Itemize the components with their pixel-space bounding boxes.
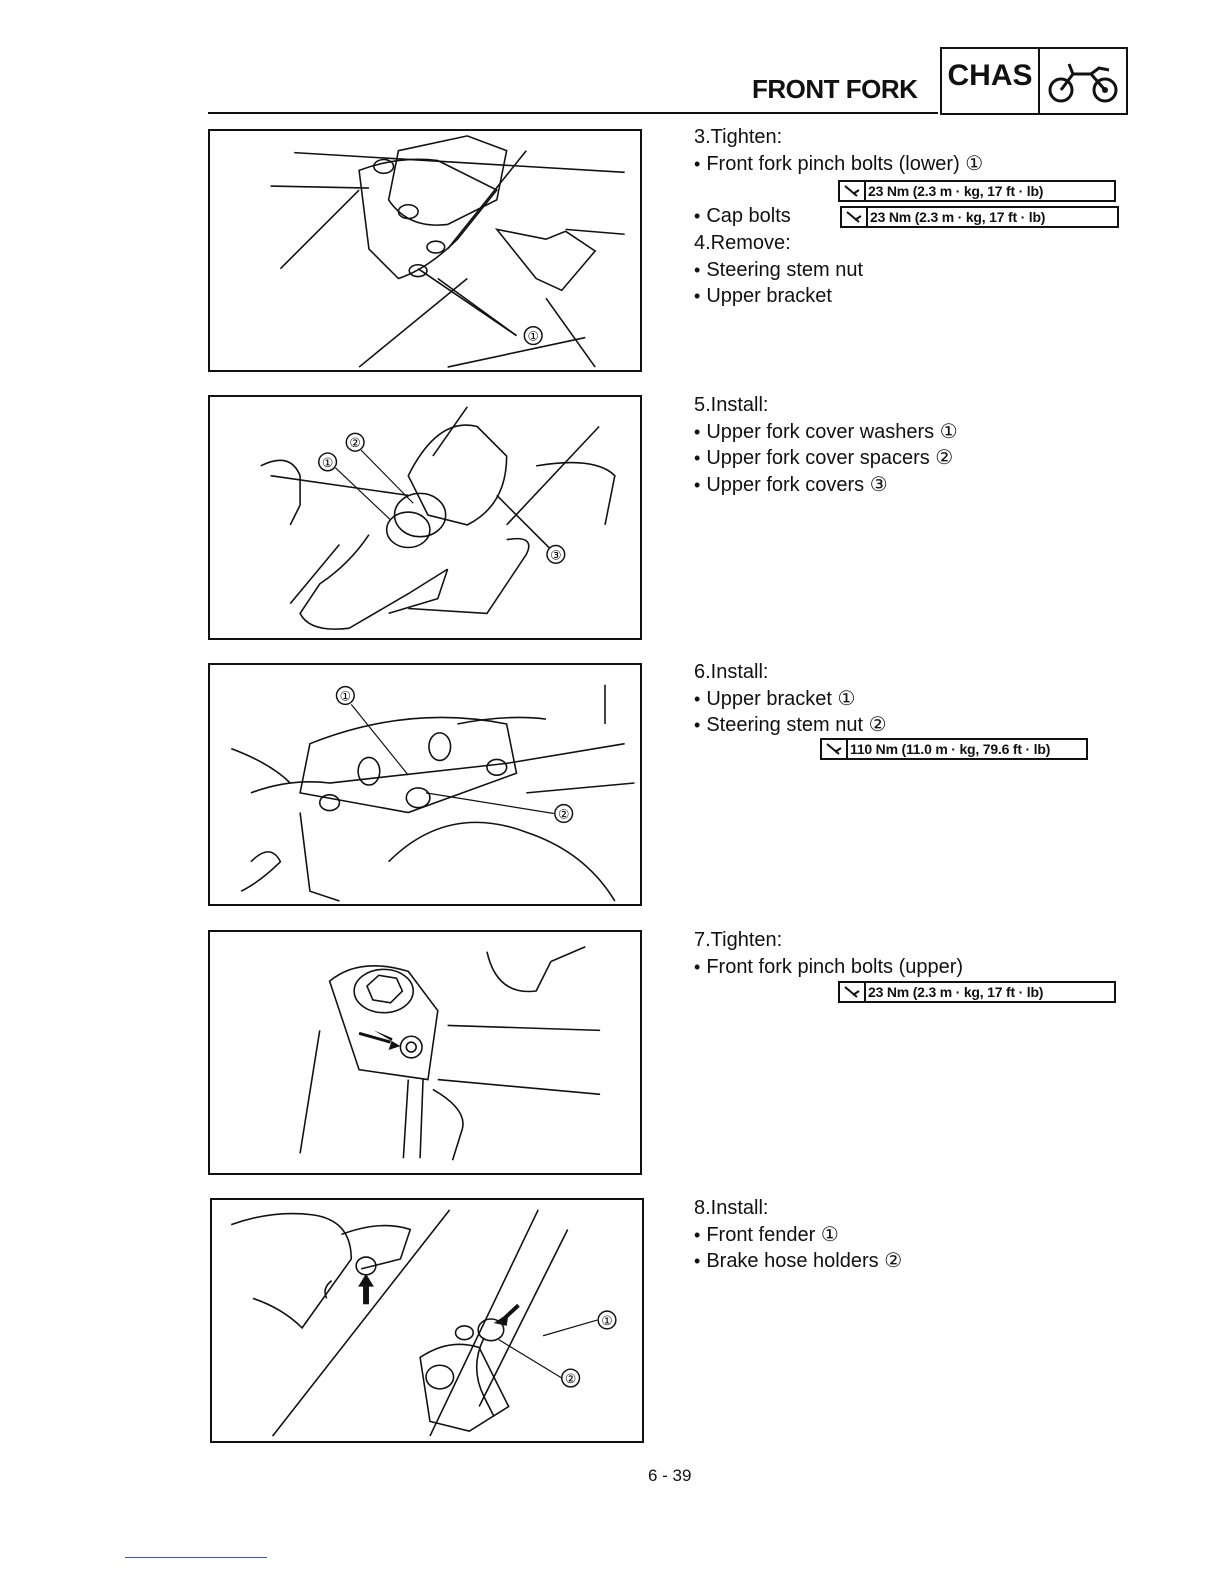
step-5 [694, 392, 958, 498]
svg-text:①: ① [527, 329, 539, 345]
svg-text:②: ② [564, 1371, 577, 1387]
list-item: • Upper fork cover washers ① [694, 419, 958, 446]
list-item: • Upper fork cover spacers ② [694, 445, 958, 472]
list-item: • Steering stem nut ② [694, 712, 887, 739]
torque-spec [840, 206, 1119, 228]
footer-divider [125, 1557, 267, 1558]
arrow-indicator [494, 1305, 519, 1326]
list-item: • Brake hose holders ② [694, 1248, 902, 1275]
badge-label: CHAS [942, 49, 1040, 113]
header-divider [208, 112, 938, 114]
chassis-badge [940, 47, 1128, 115]
torque-spec [838, 180, 1116, 202]
step-4 [694, 230, 863, 310]
torque-value: 110 Nm (11.0 m · kg, 79.6 ft · lb) [850, 741, 1051, 757]
list-item: • Steering stem nut [694, 257, 863, 284]
step-8 [694, 1195, 902, 1275]
torque-spec [838, 981, 1116, 1003]
torque-value: 23 Nm (2.3 m · kg, 17 ft · lb) [868, 183, 1044, 199]
step-7 [694, 927, 963, 980]
svg-text:③: ③ [550, 548, 562, 564]
figure-front-fender [210, 1198, 644, 1443]
list-item: • Front fork pinch bolts (lower) ① [694, 151, 983, 178]
list-item: • Upper bracket ① [694, 686, 887, 713]
callout-1 [598, 1311, 616, 1329]
figure-upper-bracket [208, 663, 642, 906]
torque-wrench-icon [842, 208, 868, 226]
torque-wrench-icon [840, 983, 866, 1001]
callout-1 [336, 687, 354, 705]
figure-pinch-bolts-upper [208, 930, 642, 1175]
step-heading: 4.Remove: [694, 232, 791, 254]
callout-1 [524, 327, 542, 345]
torque-value: 23 Nm (2.3 m · kg, 17 ft · lb) [868, 984, 1044, 1000]
arrow-indicator [359, 1030, 400, 1050]
step-6 [694, 659, 887, 739]
step-heading: 7.Tighten: [694, 929, 783, 951]
figure-pinch-bolts-lower [208, 129, 642, 372]
step-3-cap-bolts [694, 203, 791, 230]
list-item: • Front fender ① [694, 1222, 902, 1249]
motorcycle-icon [1040, 49, 1126, 113]
callout-2 [555, 805, 573, 823]
list-item: • Upper bracket [694, 283, 863, 310]
torque-wrench-icon [840, 182, 866, 200]
step-heading: 6.Install: [694, 661, 769, 683]
svg-text:①: ① [339, 689, 352, 705]
torque-spec [820, 738, 1088, 760]
svg-text:②: ② [349, 436, 361, 452]
list-item: • Front fork pinch bolts (upper) [694, 954, 963, 981]
step-heading: 3.Tighten: [694, 126, 783, 148]
list-item: • Cap bolts [694, 203, 791, 230]
svg-text:②: ② [557, 807, 570, 823]
step-heading: 8.Install: [694, 1197, 769, 1219]
arrow-indicator [358, 1274, 374, 1304]
callout-2 [346, 433, 364, 451]
svg-text:①: ① [321, 455, 334, 471]
svg-text:①: ① [601, 1313, 613, 1329]
callout-2 [562, 1369, 580, 1387]
callout-1 [319, 453, 337, 471]
figure-fork-covers [208, 395, 642, 640]
torque-wrench-icon [822, 740, 848, 758]
page-number: 6 - 39 [648, 1466, 692, 1485]
step-3 [694, 124, 983, 177]
list-item: • Upper fork covers ③ [694, 472, 958, 499]
step-heading: 5.Install: [694, 394, 769, 416]
callout-3 [547, 546, 565, 564]
section-title: FRONT FORK [752, 74, 918, 104]
torque-value: 23 Nm (2.3 m · kg, 17 ft · lb) [870, 209, 1046, 225]
